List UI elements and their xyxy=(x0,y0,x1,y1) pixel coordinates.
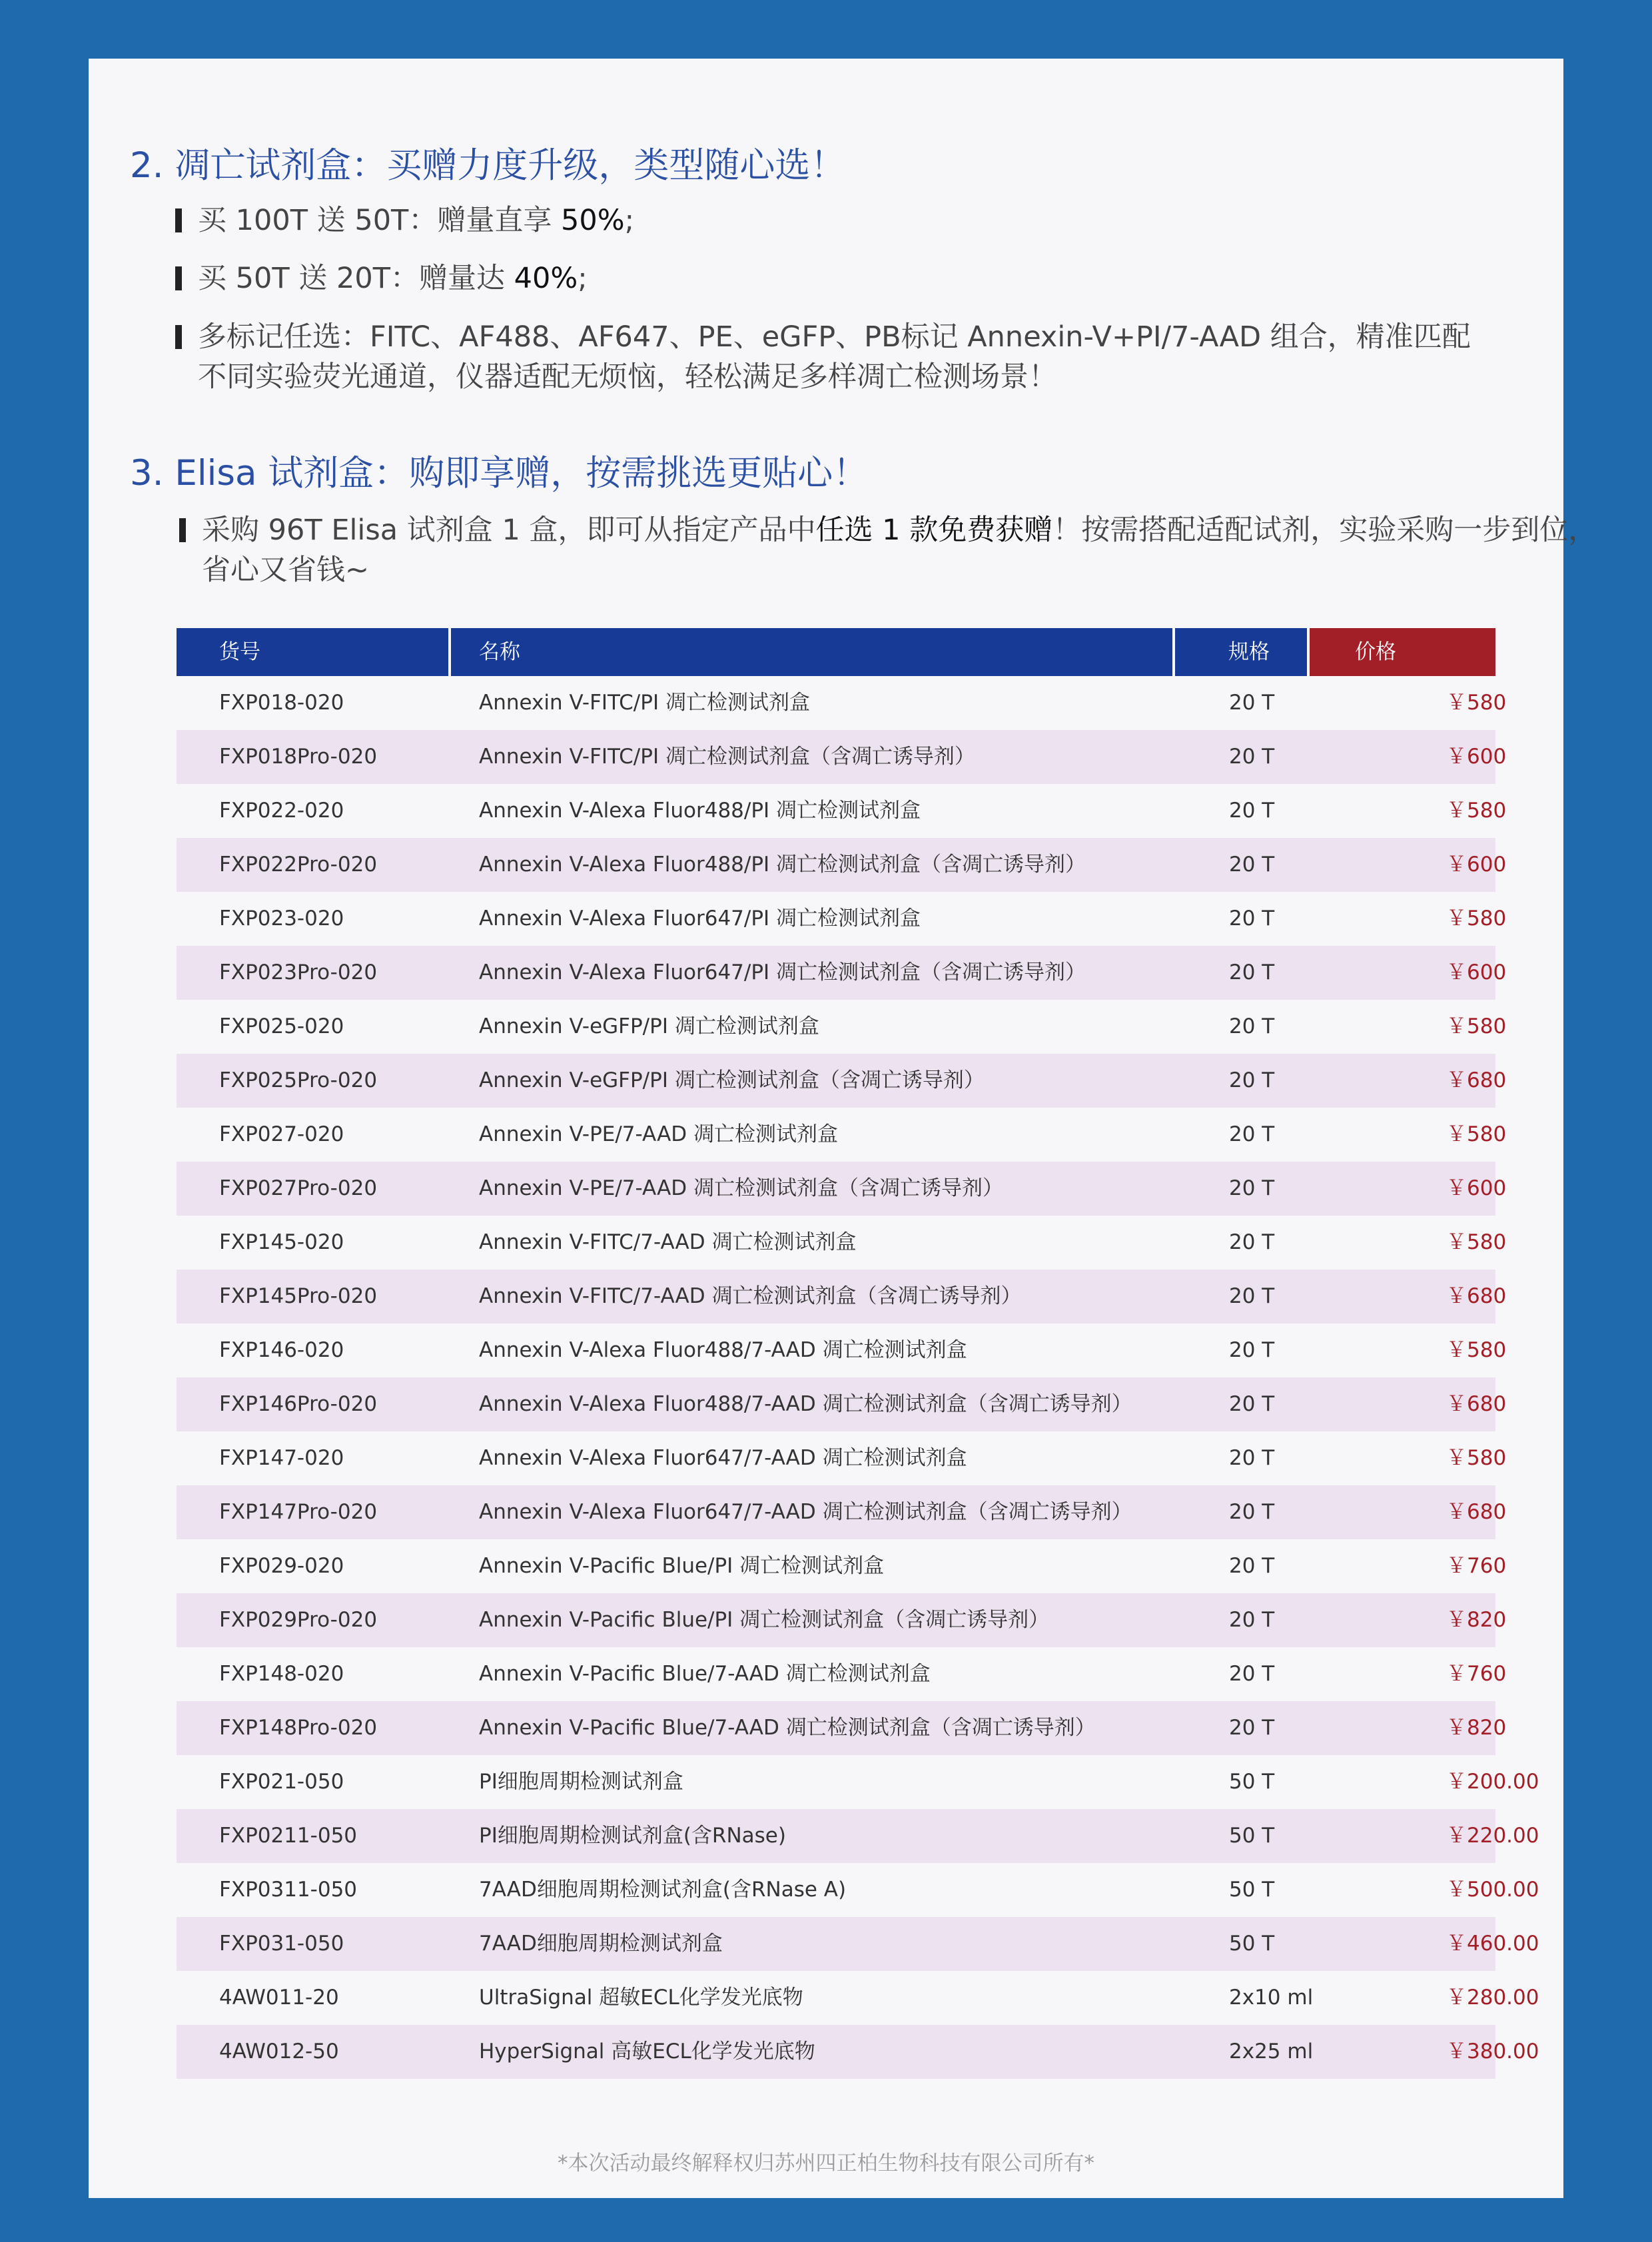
cell-spec: 20 T xyxy=(1229,1500,1275,1524)
cell-code: FXP146Pro-020 xyxy=(219,1392,378,1416)
cell-name: Annexin V-FITC/7-AAD 凋亡检测试剂盒 xyxy=(479,1230,857,1254)
bullet-highlight: 任选 1 款免费获赠 xyxy=(815,514,1053,547)
table-row xyxy=(177,1809,1539,1863)
cell-code: FXP031-050 xyxy=(219,1932,344,1956)
bullet-text-end: ！按需搭配适配试剂，实验采购一步到位， xyxy=(1052,514,1597,547)
table-row xyxy=(177,1917,1539,1971)
table-row xyxy=(177,1216,1507,1270)
cell-price: ￥580 xyxy=(1446,907,1507,931)
table-row xyxy=(177,784,1507,838)
cell-spec: 20 T xyxy=(1229,1284,1275,1308)
table-row xyxy=(177,1485,1507,1539)
bullet-text-end: ; xyxy=(578,262,588,295)
cell-name: 7AAD细胞周期检测试剂盒 xyxy=(479,1932,723,1956)
cell-price: ￥680 xyxy=(1446,1284,1507,1308)
header-price: 价格 xyxy=(1310,628,1495,676)
cell-price: ￥200.00 xyxy=(1446,1770,1539,1794)
cell-name: PI细胞周期检测试剂盒 xyxy=(479,1770,683,1794)
section-2-bullet-2 xyxy=(198,258,588,298)
cell-code: FXP023Pro-020 xyxy=(219,960,378,984)
cell-spec: 20 T xyxy=(1229,691,1275,715)
table-row xyxy=(177,1108,1507,1162)
bullet-line-1 xyxy=(202,510,1597,550)
cell-spec: 20 T xyxy=(1229,1608,1275,1632)
cell-name: Annexin V-FITC/7-AAD 凋亡检测试剂盒（含凋亡诱导剂） xyxy=(479,1284,1022,1308)
cell-spec: 20 T xyxy=(1229,1662,1275,1686)
bullet-highlight: 50% xyxy=(561,204,625,237)
section-3-bullet-1 xyxy=(202,510,1597,590)
cell-name: Annexin V-Alexa Fluor488/7-AAD 凋亡检测试剂盒 xyxy=(479,1338,967,1362)
header-spec: 规格 xyxy=(1175,628,1307,676)
table-row xyxy=(177,2025,1539,2079)
cell-price: ￥500.00 xyxy=(1446,1878,1539,1902)
table-row xyxy=(177,1377,1507,1431)
table-row xyxy=(177,1701,1507,1755)
cell-spec: 50 T xyxy=(1229,1824,1275,1848)
cell-code: FXP023-020 xyxy=(219,907,344,931)
cell-price: ￥580 xyxy=(1446,1446,1507,1470)
cell-name: Annexin V-Alexa Fluor647/7-AAD 凋亡检测试剂盒（含凋亡诱导剂） xyxy=(479,1500,1132,1524)
cell-spec: 50 T xyxy=(1229,1770,1275,1794)
cell-name: Annexin V-eGFP/PI 凋亡检测试剂盒 xyxy=(479,1014,819,1038)
table-row xyxy=(177,1000,1507,1054)
header-name: 名称 xyxy=(451,628,1172,676)
bullet-marker xyxy=(179,518,186,542)
bullet-text: 买 100T 送 50T：赠量直享 xyxy=(198,204,561,237)
cell-price: ￥820 xyxy=(1446,1608,1507,1632)
cell-price: ￥580 xyxy=(1446,1230,1507,1254)
cell-price: ￥680 xyxy=(1446,1068,1507,1092)
bullet-highlight: 40% xyxy=(514,262,578,295)
cell-spec: 20 T xyxy=(1229,1014,1275,1038)
cell-code: FXP145-020 xyxy=(219,1230,344,1254)
cell-name: Annexin V-Pacific Blue/PI 凋亡检测试剂盒 xyxy=(479,1554,885,1578)
bullet-line-2: 省心又省钱~ xyxy=(202,554,370,587)
cell-code: FXP146-020 xyxy=(219,1338,344,1362)
table-row xyxy=(177,1971,1539,2025)
cell-price: ￥580 xyxy=(1446,691,1507,715)
cell-price: ￥600 xyxy=(1446,960,1507,984)
bullet-text-end: ; xyxy=(624,204,635,237)
cell-price: ￥280.00 xyxy=(1446,1986,1539,2010)
cell-price: ￥580 xyxy=(1446,1338,1507,1362)
bullet-text: 采购 96T Elisa 试剂盒 1 盒，即可从指定产品中 xyxy=(202,514,816,547)
bullet-marker xyxy=(175,266,182,290)
cell-name: Annexin V-Pacific Blue/7-AAD 凋亡检测试剂盒 xyxy=(479,1662,931,1686)
cell-spec: 20 T xyxy=(1229,799,1275,823)
cell-code: FXP145Pro-020 xyxy=(219,1284,378,1308)
section-2-bullet-1 xyxy=(198,200,634,240)
cell-code: FXP022-020 xyxy=(219,799,344,823)
cell-spec: 20 T xyxy=(1229,853,1275,877)
cell-price: ￥600 xyxy=(1446,853,1507,877)
cell-code: FXP022Pro-020 xyxy=(219,853,378,877)
section-2-heading: 2. 凋亡试剂盒：买赠力度升级，类型随心选！ xyxy=(130,145,846,186)
cell-code: FXP018Pro-020 xyxy=(219,745,378,769)
cell-spec: 20 T xyxy=(1229,1122,1275,1146)
cell-name: Annexin V-Alexa Fluor488/7-AAD 凋亡检测试剂盒（含凋亡诱导剂） xyxy=(479,1392,1132,1416)
cell-name: Annexin V-FITC/PI 凋亡检测试剂盒 xyxy=(479,691,810,715)
cell-code: FXP027-020 xyxy=(219,1122,344,1146)
table-row xyxy=(177,946,1507,1000)
bullet-text: 买 50T 送 20T：赠量达 xyxy=(198,262,514,295)
table-row xyxy=(177,1593,1507,1647)
cell-spec: 20 T xyxy=(1229,1338,1275,1362)
cell-spec: 50 T xyxy=(1229,1878,1275,1902)
cell-code: FXP0311-050 xyxy=(219,1878,358,1902)
cell-name: UltraSignal 超敏ECL化学发光底物 xyxy=(479,1986,803,2010)
cell-price: ￥380.00 xyxy=(1446,2040,1539,2063)
cell-name: Annexin V-Alexa Fluor647/PI 凋亡检测试剂盒 xyxy=(479,907,921,931)
cell-code: FXP147Pro-020 xyxy=(219,1500,378,1524)
cell-name: Annexin V-Alexa Fluor647/PI 凋亡检测试剂盒（含凋亡诱导剂） xyxy=(479,960,1086,984)
cell-code: 4AW011-20 xyxy=(219,1986,339,2010)
table-row xyxy=(177,1054,1507,1108)
cell-price: ￥820 xyxy=(1446,1716,1507,1740)
cell-spec: 20 T xyxy=(1229,907,1275,931)
cell-spec: 20 T xyxy=(1229,1176,1275,1200)
cell-spec: 20 T xyxy=(1229,1230,1275,1254)
cell-name: Annexin V-Pacific Blue/PI 凋亡检测试剂盒（含凋亡诱导剂） xyxy=(479,1608,1050,1632)
cell-price: ￥600 xyxy=(1446,745,1507,769)
table-row xyxy=(177,892,1507,946)
table-row xyxy=(177,1270,1507,1323)
table-row xyxy=(177,1755,1539,1809)
cell-spec: 2x10 ml xyxy=(1229,1986,1314,2010)
cell-code: FXP021-050 xyxy=(219,1770,344,1794)
cell-spec: 20 T xyxy=(1229,1554,1275,1578)
cell-code: FXP0211-050 xyxy=(219,1824,358,1848)
cell-code: FXP029-020 xyxy=(219,1554,344,1578)
section-2-bullet-3 xyxy=(198,317,1471,397)
cell-spec: 20 T xyxy=(1229,745,1275,769)
cell-name: Annexin V-PE/7-AAD 凋亡检测试剂盒 xyxy=(479,1122,839,1146)
cell-code: FXP148-020 xyxy=(219,1662,344,1686)
table-row xyxy=(177,838,1507,892)
cell-price: ￥460.00 xyxy=(1446,1932,1539,1956)
cell-name: Annexin V-Alexa Fluor488/PI 凋亡检测试剂盒 xyxy=(479,799,921,823)
bullet-marker xyxy=(175,325,182,349)
cell-price: ￥680 xyxy=(1446,1392,1507,1416)
cell-price: ￥760 xyxy=(1446,1554,1507,1578)
cell-spec: 2x25 ml xyxy=(1229,2040,1314,2063)
table-body xyxy=(177,676,1539,2079)
cell-name: HyperSignal 高敏ECL化学发光底物 xyxy=(479,2040,815,2063)
product-table xyxy=(177,628,1539,2079)
table-row xyxy=(177,676,1507,730)
cell-price: ￥580 xyxy=(1446,799,1507,823)
bullet-line-2: 不同实验荧光通道，仪器适配无烦恼，轻松满足多样凋亡检测场景！ xyxy=(198,360,1057,394)
table-row xyxy=(177,1863,1539,1917)
cell-code: FXP025-020 xyxy=(219,1014,344,1038)
page-sheet xyxy=(89,59,1597,2198)
cell-name: PI细胞周期检测试剂盒(含RNase) xyxy=(479,1824,786,1848)
cell-name: Annexin V-eGFP/PI 凋亡检测试剂盒（含凋亡诱导剂） xyxy=(479,1068,985,1092)
cell-price: ￥760 xyxy=(1446,1662,1507,1686)
table-row xyxy=(177,1162,1507,1216)
cell-code: FXP027Pro-020 xyxy=(219,1176,378,1200)
cell-price: ￥680 xyxy=(1446,1500,1507,1524)
cell-spec: 50 T xyxy=(1229,1932,1275,1956)
cell-name: Annexin V-Pacific Blue/7-AAD 凋亡检测试剂盒（含凋亡诱导剂） xyxy=(479,1716,1096,1740)
cell-price: ￥580 xyxy=(1446,1014,1507,1038)
cell-code: FXP025Pro-020 xyxy=(219,1068,378,1092)
table-row xyxy=(177,730,1507,784)
cell-price: ￥600 xyxy=(1446,1176,1507,1200)
table-row xyxy=(177,1647,1507,1701)
section-3-heading: 3. Elisa 试剂盒：购即享赠，按需挑选更贴心！ xyxy=(130,453,869,494)
table-row xyxy=(177,1323,1507,1377)
cell-price: ￥580 xyxy=(1446,1122,1507,1146)
cell-code: 4AW012-50 xyxy=(219,2040,339,2063)
cell-spec: 20 T xyxy=(1229,1392,1275,1416)
footnote: *本次活动最终解释权归苏州四正柏生物科技有限公司所有* xyxy=(558,2151,1094,2175)
cell-code: FXP147-020 xyxy=(219,1446,344,1470)
bullet-line-1: 多标记任选：FITC、AF488、AF647、PE、eGFP、PB标记 Annexin-V+PI/7-AAD 组合，精准匹配 xyxy=(198,320,1471,354)
table-header xyxy=(177,628,1495,676)
cell-name: Annexin V-FITC/PI 凋亡检测试剂盒（含凋亡诱导剂） xyxy=(479,745,975,769)
cell-name: Annexin V-Alexa Fluor647/7-AAD 凋亡检测试剂盒 xyxy=(479,1446,967,1470)
header-code: 货号 xyxy=(177,628,448,676)
table-row xyxy=(177,1539,1507,1593)
cell-code: FXP148Pro-020 xyxy=(219,1716,378,1740)
cell-spec: 20 T xyxy=(1229,1068,1275,1092)
cell-code: FXP018-020 xyxy=(219,691,344,715)
cell-spec: 20 T xyxy=(1229,1446,1275,1470)
bullet-marker xyxy=(175,208,182,232)
table-row xyxy=(177,1431,1507,1485)
cell-spec: 20 T xyxy=(1229,960,1275,984)
cell-spec: 20 T xyxy=(1229,1716,1275,1740)
cell-price: ￥220.00 xyxy=(1446,1824,1539,1848)
cell-name: 7AAD细胞周期检测试剂盒(含RNase A) xyxy=(479,1878,847,1902)
cell-code: FXP029Pro-020 xyxy=(219,1608,378,1632)
cell-name: Annexin V-Alexa Fluor488/PI 凋亡检测试剂盒（含凋亡诱导剂） xyxy=(479,853,1086,877)
cell-name: Annexin V-PE/7-AAD 凋亡检测试剂盒（含凋亡诱导剂） xyxy=(479,1176,1004,1200)
